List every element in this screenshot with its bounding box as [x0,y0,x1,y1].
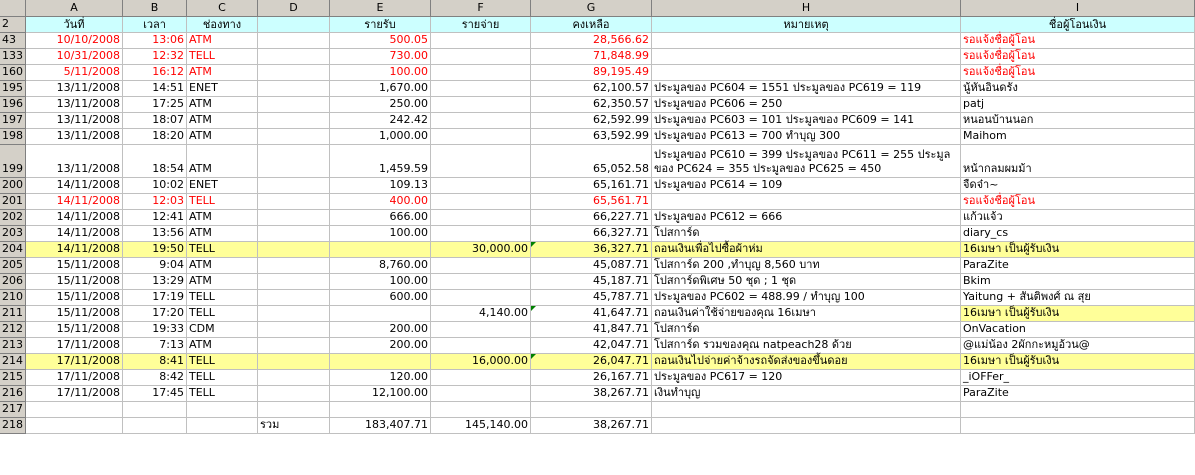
cell-time[interactable]: 12:41 [123,210,187,226]
cell-note[interactable]: ประมูลของ PC617 = 120 [652,370,961,386]
select-all-corner[interactable] [0,0,26,17]
table-row [0,402,1195,418]
cell-name[interactable]: นู้หันอินดรัง [961,81,1195,97]
cell-name[interactable]: รอแจ้งชื่อผู้โอน [961,194,1195,210]
cell-inc[interactable]: 242.42 [330,113,431,129]
cell-bal[interactable]: 65,561.71 [531,194,652,210]
cell-bal[interactable]: 66,327.71 [531,226,652,242]
cell-bal[interactable]: 63,592.99 [531,129,652,145]
cell-time[interactable]: 19:33 [123,322,187,338]
column-header-b[interactable]: B [123,0,187,17]
column-header-g[interactable]: G [531,0,652,17]
cell-inc[interactable]: 400.00 [330,194,431,210]
cell-note[interactable] [652,194,961,210]
cell-time[interactable]: 17:20 [123,306,187,322]
cell-time[interactable] [123,402,187,418]
row-header[interactable]: 205 [0,258,26,274]
cell-inc[interactable]: 730.00 [330,49,431,65]
row-header[interactable]: 217 [0,402,26,418]
cell-inc[interactable]: 600.00 [330,290,431,306]
row-header[interactable]: 198 [0,129,26,145]
header-cell[interactable]: คงเหลือ [531,17,652,33]
cell-exp[interactable]: 30,000.00 [431,242,531,258]
cell-inc[interactable]: 200.00 [330,322,431,338]
cell-bal[interactable]: 41,647.71 [531,306,652,322]
cell-note[interactable]: โปสการ์ด [652,226,961,242]
cell-d[interactable] [258,370,330,386]
row-header[interactable]: 160 [0,65,26,81]
cell-time[interactable]: 13:29 [123,274,187,290]
table-row [0,129,1195,145]
cell-date[interactable]: 13/11/2008 [26,113,123,129]
cell-bal[interactable]: 65,052.58 [531,145,652,178]
row-header[interactable]: 212 [0,322,26,338]
cell-exp[interactable] [431,129,531,145]
cell-exp[interactable] [431,274,531,290]
table-row [0,178,1195,194]
cell-ch[interactable]: ATM [187,338,258,354]
cell-ch[interactable]: TELL [187,290,258,306]
cell-bal[interactable]: 26,047.71 [531,354,652,370]
cell-bal[interactable] [531,402,652,418]
cell-name[interactable]: ParaZite [961,386,1195,402]
cell-note[interactable]: ถอนเงินเพื่อไปซื้อผ้าห่ม [652,242,961,258]
cell-exp[interactable] [431,290,531,306]
table-row [0,354,1195,370]
cell-d[interactable] [258,242,330,258]
cell-time[interactable]: 10:02 [123,178,187,194]
cell-name[interactable]: Yaitung + สันติพงศ์ ณ สุย [961,290,1195,306]
cell-note[interactable]: โปสการ์ด [652,322,961,338]
cell-exp[interactable] [431,145,531,178]
cell-note[interactable] [652,49,961,65]
cell-exp[interactable] [431,97,531,113]
cell-bal[interactable]: 42,047.71 [531,338,652,354]
formula-warning-triangle-icon [531,306,536,311]
cell-d[interactable] [258,386,330,402]
cell-exp[interactable] [431,226,531,242]
cell-note[interactable]: ประมูลของ PC612 = 666 [652,210,961,226]
cell-note[interactable]: โปสการ์ด รวมของคุณ natpeach28 ด้วย [652,338,961,354]
cell-name[interactable]: Maihom [961,129,1195,145]
cell-time[interactable]: 14:51 [123,81,187,97]
formula-warning-triangle-icon [531,242,536,247]
cell-exp[interactable] [431,81,531,97]
cell-exp[interactable] [431,258,531,274]
cell-name[interactable]: _iOFFer_ [961,370,1195,386]
cell-note[interactable] [652,65,961,81]
cell-exp[interactable] [431,210,531,226]
cell-d[interactable] [258,306,330,322]
cell-note[interactable]: โปสการ์ดพิเศษ 50 ชุด ; 1 ชุด [652,274,961,290]
cell-bal[interactable]: 65,161.71 [531,178,652,194]
cell-d[interactable] [258,210,330,226]
cell-date[interactable]: 15/11/2008 [26,258,123,274]
cell-time[interactable] [123,418,187,434]
cell-ch[interactable]: ATM [187,33,258,49]
cell-inc[interactable]: 1,459.59 [330,145,431,178]
cell-date[interactable]: 15/11/2008 [26,322,123,338]
cell-note[interactable]: เงินทำบุญ [652,386,961,402]
cell-d[interactable] [258,290,330,306]
cell-ch[interactable]: ATM [187,145,258,178]
header-cell[interactable]: รายจ่าย [431,17,531,33]
cell-name[interactable]: แก้วแจ้ว [961,210,1195,226]
cell-bal[interactable]: 62,100.57 [531,81,652,97]
cell-note[interactable]: ประมูลของ PC606 = 250 [652,97,961,113]
cell-date[interactable]: 13/11/2008 [26,145,123,178]
cell-bal[interactable]: 26,167.71 [531,370,652,386]
cell-date[interactable]: 15/11/2008 [26,306,123,322]
cell-note[interactable] [652,33,961,49]
cell-name[interactable]: รอแจ้งชื่อผู้โอน [961,65,1195,81]
cell-time[interactable]: 12:03 [123,194,187,210]
cell-exp[interactable] [431,322,531,338]
cell-time[interactable]: 17:25 [123,97,187,113]
cell-name[interactable]: 16เมษา เป็นผู้รับเงิน [961,242,1195,258]
cell-ch[interactable] [187,402,258,418]
cell-bal[interactable]: 66,227.71 [531,210,652,226]
row-header[interactable]: 202 [0,210,26,226]
table-row [0,290,1195,306]
cell-inc[interactable]: 120.00 [330,370,431,386]
cell-name[interactable]: @แม่น้อง 2ผักกะหมูอ้วน@ [961,338,1195,354]
row-header[interactable]: 213 [0,338,26,354]
cell-date[interactable]: 13/11/2008 [26,97,123,113]
cell-ch[interactable]: ATM [187,129,258,145]
row-header[interactable]: 201 [0,194,26,210]
cell-date[interactable]: 14/11/2008 [26,178,123,194]
cell-d[interactable] [258,226,330,242]
header-cell[interactable]: เวลา [123,17,187,33]
cell-name[interactable]: diary_cs [961,226,1195,242]
cell-d[interactable] [258,129,330,145]
cell-inc[interactable]: 666.00 [330,210,431,226]
cell-inc[interactable] [330,402,431,418]
cell-d[interactable] [258,65,330,81]
cell-name[interactable] [961,402,1195,418]
cell-bal[interactable]: 45,787.71 [531,290,652,306]
cell-exp[interactable]: 4,140.00 [431,306,531,322]
cell-time[interactable]: 17:19 [123,290,187,306]
cell-d[interactable] [258,258,330,274]
cell-date[interactable] [26,418,123,434]
column-header-f[interactable]: F [431,0,531,17]
cell-time[interactable]: 18:20 [123,129,187,145]
cell-time[interactable]: 8:42 [123,370,187,386]
cell-time[interactable]: 13:56 [123,226,187,242]
cell-inc[interactable] [330,242,431,258]
cell-d[interactable] [258,354,330,370]
cell-bal[interactable]: 28,566.62 [531,33,652,49]
cell-ch[interactable]: TELL [187,306,258,322]
cell-ch[interactable]: ATM [187,258,258,274]
cell-d[interactable] [258,194,330,210]
cell-d[interactable] [258,145,330,178]
cell-date[interactable]: 14/11/2008 [26,210,123,226]
cell-note[interactable]: ประมูลของ PC610 = 399 ประมูลของ PC611 = 255 ประมูลของ PC624 = 355 ประมูลของ PC625 = 450 [652,145,961,178]
cell-ch[interactable]: ATM [187,274,258,290]
cell-bal[interactable]: 45,187.71 [531,274,652,290]
cell-exp[interactable] [431,338,531,354]
cell-inc[interactable]: 250.00 [330,97,431,113]
cell-d[interactable] [258,33,330,49]
column-header-row [0,0,1195,17]
cell-bal[interactable]: 45,087.71 [531,258,652,274]
formula-warning-triangle-icon [531,354,536,359]
cell-inc[interactable]: 183,407.71 [330,418,431,434]
cell-name[interactable]: รอแจ้งชื่อผู้โอน [961,33,1195,49]
cell-bal[interactable]: 71,848.99 [531,49,652,65]
cell-inc[interactable]: 100.00 [330,274,431,290]
cell-bal[interactable]: 62,350.57 [531,97,652,113]
cell-date[interactable]: 5/11/2008 [26,65,123,81]
cell-note[interactable]: ประมูลของ PC614 = 109 [652,178,961,194]
cell-name[interactable]: patj [961,97,1195,113]
table-row [0,49,1195,65]
cell-note[interactable]: โปสการ์ด 200 ,ทำบุญ 8,560 บาท [652,258,961,274]
table-row [0,242,1195,258]
table-row [0,226,1195,242]
row-header[interactable]: 211 [0,306,26,322]
cell-exp[interactable] [431,370,531,386]
table-header-row [0,17,1195,33]
cell-name[interactable]: 16เมษา เป็นผู้รับเงิน [961,354,1195,370]
cell-d[interactable] [258,274,330,290]
cell-name[interactable]: หน้ากลมผมม้า [961,145,1195,178]
row-header[interactable]: 43 [0,33,26,49]
row-header[interactable]: 133 [0,49,26,65]
cell-bal[interactable]: 41,847.71 [531,322,652,338]
cell-time[interactable]: 18:54 [123,145,187,178]
cell-exp[interactable]: 16,000.00 [431,354,531,370]
table-row [0,322,1195,338]
row-header[interactable]: 214 [0,354,26,370]
cell-ch[interactable]: TELL [187,49,258,65]
row-header[interactable]: 199 [0,145,26,178]
cell-note[interactable]: ถอนเงินไปจ่ายค่าจ้างรถจัดส่งของขึ้นดอย [652,354,961,370]
cell-exp[interactable] [431,386,531,402]
table-row [0,97,1195,113]
cell-time[interactable]: 16:12 [123,65,187,81]
table-row [0,338,1195,354]
cell-date[interactable]: 17/11/2008 [26,386,123,402]
cell-time[interactable]: 8:41 [123,354,187,370]
cell-exp[interactable] [431,178,531,194]
cell-time[interactable]: 18:07 [123,113,187,129]
row-header[interactable]: 196 [0,97,26,113]
column-header-d[interactable]: D [258,0,330,17]
cell-name[interactable]: 16เมษา เป็นผู้รับเงิน [961,306,1195,322]
cell-inc[interactable]: 500.05 [330,33,431,49]
cell-note[interactable]: ประมูลของ PC613 = 700 ทำบุญ 300 [652,129,961,145]
table-row [0,145,1195,178]
cell-date[interactable]: 14/11/2008 [26,194,123,210]
table-row [0,194,1195,210]
cell-ch[interactable]: TELL [187,386,258,402]
header-cell[interactable]: ช่องทาง [187,17,258,33]
table-row [0,81,1195,97]
cell-name[interactable] [961,418,1195,434]
cell-ch[interactable]: TELL [187,354,258,370]
cell-note[interactable] [652,402,961,418]
cell-inc[interactable]: 1,000.00 [330,129,431,145]
cell-inc[interactable]: 8,760.00 [330,258,431,274]
row-header[interactable]: 203 [0,226,26,242]
header-cell[interactable]: วันที่ [26,17,123,33]
column-header-a[interactable]: A [26,0,123,17]
table-row [0,113,1195,129]
column-header-h[interactable]: H [652,0,961,17]
table-row [0,33,1195,49]
cell-exp[interactable] [431,113,531,129]
cell-ch[interactable]: ATM [187,210,258,226]
table-row [0,386,1195,402]
cell-d[interactable] [258,178,330,194]
cell-bal[interactable]: 38,267.71 [531,386,652,402]
cell-exp[interactable] [431,194,531,210]
cell-exp[interactable] [431,49,531,65]
cell-time[interactable]: 12:32 [123,49,187,65]
cell-date[interactable]: 17/11/2008 [26,354,123,370]
cell-inc[interactable]: 200.00 [330,338,431,354]
cell-exp[interactable] [431,402,531,418]
cell-time[interactable]: 17:45 [123,386,187,402]
cell-date[interactable]: 13/11/2008 [26,81,123,97]
cell-name[interactable]: รอแจ้งชื่อผู้โอน [961,49,1195,65]
header-cell[interactable]: หมายเหตุ [652,17,961,33]
cell-d[interactable] [258,113,330,129]
table-row [0,258,1195,274]
cell-ch[interactable]: TELL [187,370,258,386]
cell-ch[interactable]: CDM [187,322,258,338]
cell-ch[interactable]: ATM [187,226,258,242]
cell-ch[interactable]: ENET [187,81,258,97]
table-row [0,274,1195,290]
cell-date[interactable]: 15/11/2008 [26,274,123,290]
header-cell[interactable]: ชื่อผู้โอนเงิน [961,17,1195,33]
cell-time[interactable]: 13:06 [123,33,187,49]
cell-bal[interactable]: 89,195.49 [531,65,652,81]
cell-note[interactable]: ประมูลของ PC603 = 101 ประมูลของ PC609 = 141 [652,113,961,129]
cell-note[interactable] [652,418,961,434]
cell-d[interactable] [258,81,330,97]
cell-note[interactable]: ถอนเงินค่าใช้จ่ายของคุณ 16เมษา [652,306,961,322]
cell-ch[interactable] [187,418,258,434]
cell-name[interactable]: OnVacation [961,322,1195,338]
table-row [0,210,1195,226]
cell-inc[interactable]: 100.00 [330,65,431,81]
cell-exp[interactable]: 145,140.00 [431,418,531,434]
cell-name[interactable]: ParaZite [961,258,1195,274]
table-row [0,370,1195,386]
cell-date[interactable]: 14/11/2008 [26,226,123,242]
cell-date[interactable]: 17/11/2008 [26,338,123,354]
column-header-i[interactable]: I [961,0,1195,17]
cell-inc[interactable]: 100.00 [330,226,431,242]
cell-d[interactable] [258,402,330,418]
cell-ch[interactable]: ENET [187,178,258,194]
row-header[interactable]: 195 [0,81,26,97]
cell-date[interactable] [26,402,123,418]
row-header[interactable]: 204 [0,242,26,258]
cell-name[interactable]: หนอนบ้านนอก [961,113,1195,129]
header-cell[interactable] [258,17,330,33]
cell-date[interactable]: 10/31/2008 [26,49,123,65]
cell-date[interactable]: 13/11/2008 [26,129,123,145]
cell-exp[interactable] [431,65,531,81]
row-header[interactable]: 197 [0,113,26,129]
cell-time[interactable]: 19:50 [123,242,187,258]
cell-date[interactable]: 10/10/2008 [26,33,123,49]
cell-d[interactable]: รวม [258,418,330,434]
row-header[interactable]: 2 [0,17,26,33]
cell-inc[interactable] [330,306,431,322]
cell-ch[interactable]: ATM [187,97,258,113]
row-header[interactable]: 206 [0,274,26,290]
cell-date[interactable]: 15/11/2008 [26,290,123,306]
cell-bal[interactable]: 38,267.71 [531,418,652,434]
cell-bal[interactable]: 36,327.71 [531,242,652,258]
cell-inc[interactable] [330,354,431,370]
row-header[interactable]: 210 [0,290,26,306]
cell-inc[interactable]: 1,670.00 [330,81,431,97]
cell-ch[interactable]: TELL [187,242,258,258]
table-row [0,65,1195,81]
cell-date[interactable]: 14/11/2008 [26,242,123,258]
cell-exp[interactable] [431,33,531,49]
cell-note[interactable]: ประมูลของ PC602 = 488.99 / ทำบุญ 100 [652,290,961,306]
column-header-c[interactable]: C [187,0,258,17]
row-header[interactable]: 215 [0,370,26,386]
cell-note[interactable]: ประมูลของ PC604 = 1551 ประมูลของ PC619 = 119 [652,81,961,97]
cell-ch[interactable]: ATM [187,65,258,81]
row-header[interactable]: 218 [0,418,26,434]
table-row [0,306,1195,322]
cell-name[interactable]: จืดจ๋า~ [961,178,1195,194]
column-header-e[interactable]: E [330,0,431,17]
header-cell[interactable]: รายรับ [330,17,431,33]
cell-ch[interactable]: TELL [187,194,258,210]
cell-d[interactable] [258,97,330,113]
cell-d[interactable] [258,322,330,338]
cell-bal[interactable]: 62,592.99 [531,113,652,129]
cell-ch[interactable]: ATM [187,113,258,129]
total-row [0,418,1195,434]
cell-time[interactable]: 9:04 [123,258,187,274]
cell-date[interactable]: 17/11/2008 [26,370,123,386]
cell-inc[interactable]: 109.13 [330,178,431,194]
cell-d[interactable] [258,49,330,65]
cell-inc[interactable]: 12,100.00 [330,386,431,402]
cell-name[interactable]: Bkim [961,274,1195,290]
row-header[interactable]: 200 [0,178,26,194]
row-header[interactable]: 216 [0,386,26,402]
cell-d[interactable] [258,338,330,354]
cell-time[interactable]: 7:13 [123,338,187,354]
